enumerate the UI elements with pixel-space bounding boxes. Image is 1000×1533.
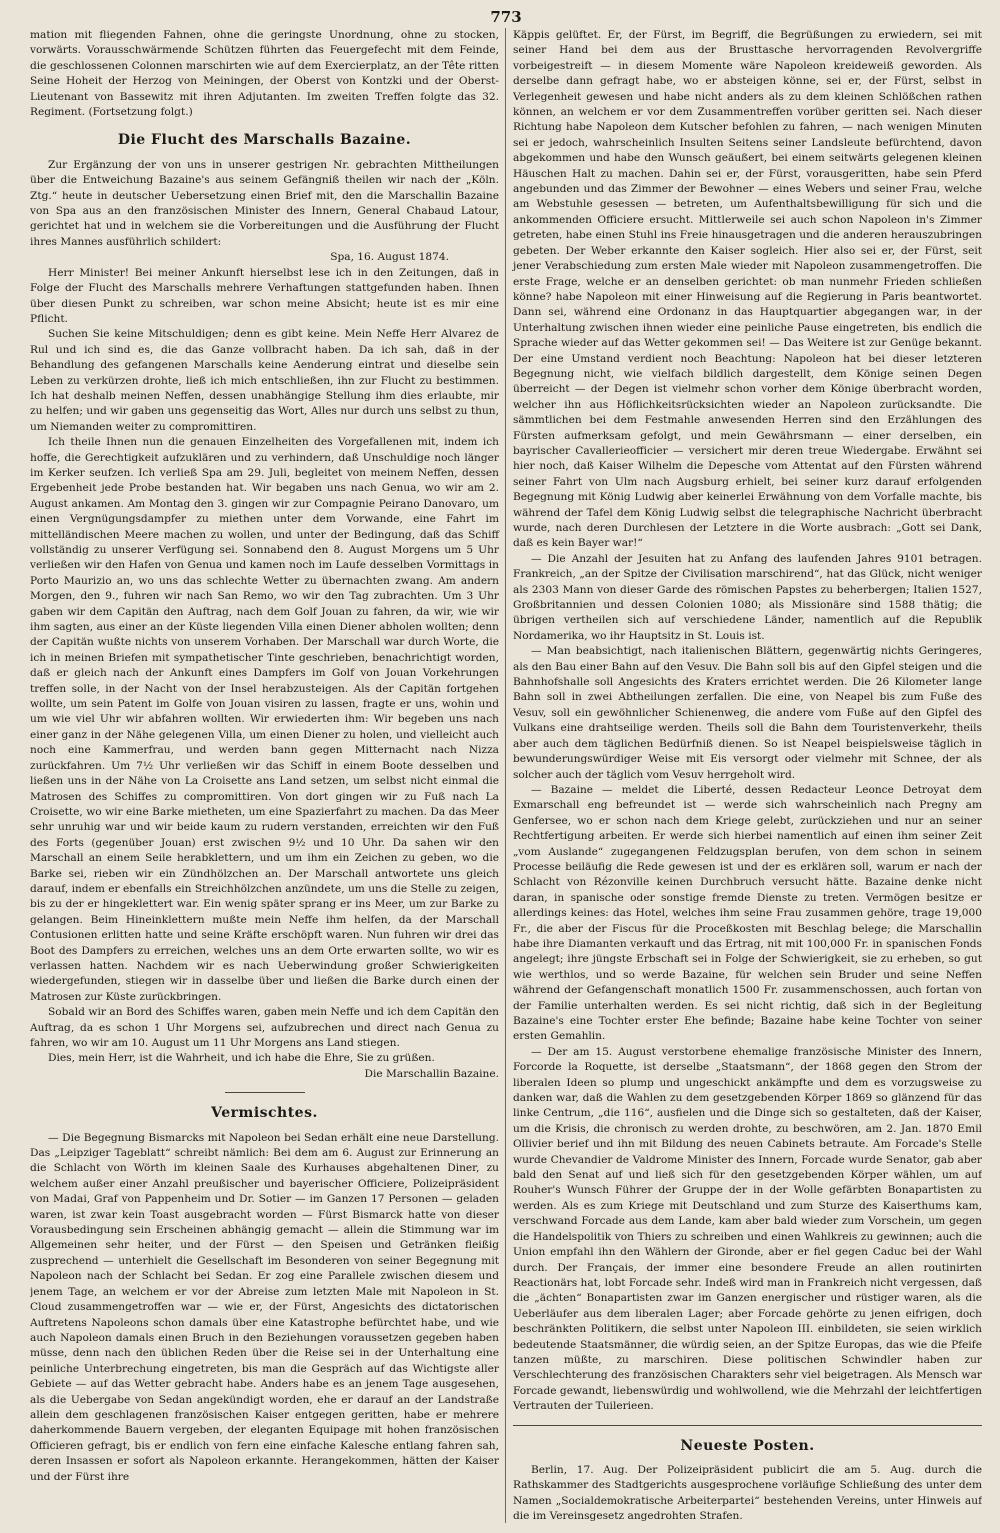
letter-signature: Die Marschallin Bazaine. [364, 1067, 499, 1080]
section-divider [225, 1092, 305, 1093]
section-divider [513, 1425, 982, 1426]
letter-paragraph: Sobald wir an Bord des Schiffes waren, gaben mein Neffe und ich dem Capitän den Auftrag, da es schon 1 Uhr Morgens sei, aufzubrechen und direct nach Genua zu fahren, wo wir am 10. August um 11 Uhr Morgens ans Land stiegen. [30, 1006, 499, 1049]
right-column [505, 28, 982, 1523]
news-item-jesuiten: — Die Anzahl der Jesuiten hat zu Anfang des laufenden Jahres 9101 betragen. Frankreich, „an der Spitze der Civilisation marschirend“, hat das Glück, nicht weniger als 2303 Mann von dieser Garde des römischen Papstes zu beherbergen; Italien 1527, Großbritannien und dessen Colonien 1080; als Missionäre sind 1588 thätig; die übrigen vertheilen sich auf verschiedene Länder, namentlich auf die Republik Nordamerika, wo ihr Hauptsitz in St. Louis ist. [513, 552, 982, 642]
page-number: 773 [490, 8, 522, 26]
columns [30, 28, 982, 1523]
news-item-forcade: — Der am 15. August verstorbene ehemalige französische Minister des Innern, Forcorde la Roquette, ist derselbe „Staatsmann“, der 1868 gegen den Strom der liberalen Ideen so plump und ungeschickt ankämpfte und dem es vorzugsweise zu danken war, daß die Wahlen zu dem gesetzgebenden Körper 1869 so glänzend für das linke Centrum, „die 116“, ausfielen und die Dinge sich so gestalteten, daß der Kaiser, um die Krisis, die chronisch zu werden drohte, zu beschwören, am 2. Jan. 1870 Emil Ollivier berief und ihn mit Bildung des neuen Cabinets betraute. Am Forcade's Stelle wurde Chevandier de Valdrome Minister des Innern, Forcade wurde Senator, gab aber bald den Senat auf und ließ sich für den gesetzgebenden Körper wählen, um auf Rouher's Wunsch Führer der Gruppe der in der Wolle gefärbten Bonapartisten zu werden. Als es zum Kriege mit Deutschland und zum Sturze des Kaiserthums kam, verschwand Forcade aus dem Lande, kam aber bald wieder zum Vorschein, um gegen die Handelspolitik von Thiers zu schreiben und einen Wahlkreis zu gewinnen; auch die Union empfahl ihn den Wählern der Gironde, aber er fiel gegen Caduc bei der Wahl durch. Der Français, der immer eine besondere Freude an allen routinirten Reactionärs hat, lobt Forcade sehr. Indeß wird man in Frankreich nicht vergessen, daß die „ächten“ Bonapartisten zwar im Ganzen energischer und rüstiger waren, als die Ueberläufer aus dem liberalen Lager; aber Forcade gehörte zu jenen eifrigen, doch beschränkten Politikern, die selbst unter Napoleon III. einbildeten, sie seien wirklich bedeutende Staatsmänner, die würdig seien, an der Spitze Europas, das wie die Pfeife tanzen müßte, zu marschiren. Diese politischen Schwindler haben zur Verschlechterung des französischen Charakters sehr viel beigetragen. Als Mensch war Forcade gewandt, liebenswürdig und wohlwollend, wie die Mehrzahl der leichtfertigen Vertrauten der Tuilerieen. [513, 1045, 982, 1413]
news-item-continuation: Käppis gelüftet. Er, der Fürst, im Begriff, die Begrüßungen zu erwiedern, sei mit seiner Hand bei dem aus der Brusttasche hervorragenden Revolvergriffe vorbeigestreift — in diesem Momente wäre Napoleon kreideweiß geworden. Als derselbe dann gefragt habe, wo er absteigen könne, sei er, der Fürst, selbst in Verlegenheit gewesen und habe nicht anders als zu dem kleinen Schlößchen rathen können, an welchem er vor dem Zusammentreffen vorüber geritten sei. Nach dieser Richtung habe Napoleon dem Kutscher befohlen zu fahren, — nach wenigen Minuten sei er jedoch, wahrscheinlich Insulten Seitens seiner Landsleute befürchtend, davon abgekommen und habe den Wunsch geäußert, bei einem seitwärts gelegenen kleinen Häuschen Halt zu machen. Dahin sei er, der Fürst, vorausgeritten, habe sein Pferd angebunden und das Zimmer der Bewohner — eines Webers und seiner Frau, welche am Webstuhle gesessen — betreten, um Aufenthaltsbewilligung für sich und die ankommenden Officiere ersucht. Mittlerweile sei auch schon Napoleon in's Zimmer getreten, habe einen Stuhl ins Freie hinausgetragen und die anderen herauszubringen gebeten. Der Weber erkannte den Kaiser sogleich. Hier also sei er, der Fürst, seit jener Verabschiedung zum ersten Male wieder mit Napoleon zusammengetroffen. Die erste Frage, welche er an denselben gerichtet: ob man nunmehr Frieden schließen könne? habe Napoleon mit einer Hinweisung auf die Regierung in Paris beantwortet. Dann sei, während eine Ordonanz in das Hauptquartier abgegangen war, in der Unterhaltung zwischen ihnen wieder eine peinliche Pause eingetreten, bis endlich die Sprache wieder auf das Wetter gekommen sei! — Das Weitere ist zur Genüge bekannt. Der eine Umstand verdient noch Beachtung: Napoleon hat bei dieser letzteren Begegnung nicht, wie vielfach bildlich dargestellt, dem Könige seinen Degen überreicht — der Degen ist vielmehr schon vorher dem Könige überbracht worden, welcher ihn aus Höflichkeitsrücksichten wieder an Napoleon zurücksandte. Die sämmtlichen bei dem Festmahle anwesenden Herren sind den Erzählungen des Fürsten aufmerksam gefolgt, und mein Gewährsmann — einer derselben, ein bayrischer Cavallerieofficier — versichert mir deren treue Wiedergabe. Erwähnt sei hier noch, daß Kaiser Wilhelm die Depesche vom Attentat auf den Fürsten während seiner Fahrt von Ulm nach Augsburg erhielt, bei seiner kurz darauf erfolgenden Begegnung mit König Ludwig aber keinerlei Erwähnung von dem Vorfalle machte, bis während der Tafel dem König Ludwig selbst die telegraphische Nachricht überbracht wurde, nach deren Durchlesen der Letztere in die Worte ausbrach: „Gott sei Dank, daß es kein Bayer war!“ [513, 29, 982, 550]
letter-paragraph: Suchen Sie keine Mitschuldigen; denn es gibt keine. Mein Neffe Herr Alvarez de Rul und ich sind es, die das Ganze vollbracht haben. Da ich sah, daß in der Behandlung des gefangenen Marschalls keine Aenderung eintrat und dieselbe sein Leben zu verkürzen drohte, ließ ich mich entschließen, ihn zur Flucht zu bestimmen. Ich hat deshalb meinen Neffen, dessen unabhängige Stellung ihm dies erlaubte, mir zu helfen; und wir gaben uns gegenseitig das Wort, Alles nur durch uns selbst zu thun, um Niemanden weiter zu compromittiren. [30, 328, 499, 433]
article-intro: Zur Ergänzung der von uns in unserer gestrigen Nr. gebrachten Mittheilungen über die Entweichung Bazaine's aus seinem Gefängniß theilen wir nach der „Köln. Ztg.“ heute in deutscher Uebersetzung einen Brief mit, den die Marschallin Bazaine von Spa aus an den französischen Minister des Innern, General Chabaud Latour, gerichtet hat und in welchem sie die Vorbereitungen und die Ausführung der Flucht ihres Mannes ausführlich schildert: [30, 158, 499, 248]
news-item-berlin: Berlin, 17. Aug. Der Polizeipräsident publicirt die am 5. Aug. durch die Rathskammer des Stadtgerichts ausgesprochene vorläufige Schließung des unter dem Namen „Socialdemokratische Arbeiterpartei“ bestehenden Vereins, unter Hinweis auf die im Vereinsgesetz angedrohten Strafen. [513, 1463, 982, 1523]
news-item-bazaine: — Bazaine — meldet die Liberté, dessen Redacteur Leonce Detroyat dem Exmarschall eng befreundet ist — werde sich wahrscheinlich nach Pregny am Genfersee, wo er schon nach dem Kriege gelebt, zurückziehen und nur an seiner Rechtfertigung arbeiten. Er werde sich hierbei namentlich auf einen ihm seiner Zeit „vom Auslande“ zugegangenen Feldzugsplan berufen, von dem schon in seinem Processe beiläufig die Rede gewesen ist und der es erklären soll, warum er nach der Schlacht von Rézonville keinen Durchbruch versucht hätte. Bazaine denke nicht daran, in spanische oder sonstige fremde Dienste zu treten. Vermögen besitze er allerdings keines: das Hotel, welches ihm seine Frau zusammen gehöre, trage 19,000 Fr., die aber der Fiscus für die Proceßkosten mit Beschlag belege; die Marschallin habe ihre Diamanten verkauft und das Ertrag, nit mit 100,000 Fr. in spanischen Fonds angelegt; ihre jüngste Erbschaft sei in Folge der Schwierigkeit, sie zu erheben, so gut wie werthlos, und so werde Bazaine, für welchen sein Bruder und seine Neffen während der Gefangenschaft monatlich 1500 Fr. zusammenschossen, auch fortan von der Familie unterhalten werden. Es sei nicht richtig, daß sich in der Begleitung Bazaine's eine Tochter erster Ehe befinde; Bazaine habe keine Tochter von seiner ersten Gemahlin. [513, 783, 982, 1043]
section-heading-vermischtes: Vermischtes. [211, 1105, 318, 1122]
letter-closing: Dies, mein Herr, ist die Wahrheit, und ich habe die Ehre, Sie zu grüßen. [48, 1052, 435, 1065]
section-heading-neueste-posten: Neueste Posten. [680, 1437, 815, 1454]
news-item-vesuv: — Man beabsichtigt, nach italienischen Blättern, gegenwärtig nichts Geringeres, als den Bau einer Bahn auf den Vesuv. Die Bahn soll bis auf den Gipfel steigen und die Bahnhofshalle soll Angesichts des Kraters errichtet werden. Die 26 Kilometer lange Bahn soll in zwei Abtheilungen zerfallen. Die eine, von Neapel bis zum Fuße des Vesuv, soll ein gewöhnlicher Schienenweg, die andere vom Fuße auf den Gipfel des Vulkans eine drahtseilige werden. Theils soll die Bahn dem Touristenverkehr, theils aber auch dem täglichen Bedürfniß dienen. So ist Neapel beispielsweise täglich in bewunderungswürdiger Weise mit Eis versorgt oder vielmehr mit Schnee, der als solcher auch der täglich vom Vesuv herrgeholt wird. [513, 645, 982, 781]
letter-paragraph: Ich theile Ihnen nun die genauen Einzelheiten des Vorgefallenen mit, indem ich hoffe, die Gerechtigkeit aufzuklären und zu verhindern, daß Unschuldige noch länger im Kerker seufzen. Ich verließ Spa am 29. Juli, begleitet von meinem Neffen, dessen Ergebenheit jede Probe bestanden hat. Wir begaben uns nach Genua, wo wir am 2. August ankamen. Am Montag den 3. gingen wir zur Compagnie Peirano Danovaro, um einen Vergnügungsdampfer zu miethen unter dem Vorwande, eine Fahrt im mittelländischen Meere machen zu wollen, und unter der Bedingung, daß das Schiff vollständig zu unserer Verfügung sei. Sonnabend den 8. August Morgens um 5 Uhr verließen wir den Hafen von Genua und kamen noch im Laufe desselben Vormittags in Porto Maurizio an, wo uns das schlechte Wetter zu übernachten zwang. Am andern Morgen, den 9., fuhren wir nach San Remo, wo wir den Tag zubrachten. Um 3 Uhr gaben wir dem Capitän den Auftrag, nach dem Golf Jouan zu fahren, da wir, wie wir ihm sagten, aus einer an der Küste liegenden Villa einen Diener abholen wollten; denn der Capitän wußte nichts von unserem Vorhaben. Der Marschall war durch Worte, die ich in meinen Briefen mit sympathetischer Tinte geschrieben, benachrichtigt worden, daß er gleich nach der Ankunft eines Dampfers im Golf von Jouan Vorkehrungen treffen solle, in der Nacht von der Insel herabzusteigen. Als der Capitän fortgehen wollte, um sein Patent im Golfe von Jouan visiren zu lassen, fragte er uns, wohin und um wie viel Uhr wir abfahren wollten. Wir erwiederten ihm: Wir begeben uns nach einer ganz in der Nähe gelegenen Villa, um einen Diener zu holen, und vielleicht auch noch eine Kammerfrau, und werden bann gegen Mitternacht nach Nizza zurückfahren. Um 7½ Uhr verließen wir das Schiff in einem Boote desselben und ließen uns in der Nähe von La Croisette ans Land setzen, um selbst nicht einmal die Matrosen des Schiffes zu compromittiren. Von dort gingen wir zu Fuß nach La Croisette, wo wir eine Barke mietheten, um eine Spazierfahrt zu machen. Da das Meer sehr unruhig war und wir beide kaum zu rudern verstanden, erreichten wir den Fuß des Forts (gegenüber Jouan) erst zwischen 9½ und 10 Uhr. Da sahen wir den Marschall an einem Seile herabklettern, und um ihm ein Zeichen zu geben, wo die Barke sei, rieben wir ein Zündhölzchen an. Der Marschall antwortete uns gleich darauf, indem er ebenfalls ein Streichhölzchen anzündete, um uns die Stelle zu zeigen, bis zu der er hingeklettert war. Ein wenig später sprang er ins Meer, um zur Barke zu gelangen. Beim Hineinklettern mußte mein Neffe ihm helfen, da der Marschall Contusionen erlitten hatte und seine Kräfte erschöpft waren. Nun fuhren wir drei das Boot des Dampfers zu erreichen, welches uns an dem Orte erwarten sollte, wo wir es verlassen hatten. Nachdem wir es nach Ueberwindung großer Schwierigkeiten wiedergefunden, stiegen wir in dasselbe über und ließen die Barke durch einen der Matrosen zur Küste zurückbringen. [30, 436, 499, 1003]
article-heading-bazaine: Die Flucht des Marschalls Bazaine. [117, 132, 412, 149]
news-item: — Die Begegnung Bismarcks mit Napoleon bei Sedan erhält eine neue Darstellung. Das „Leipziger Tageblatt“ schreibt nämlich: Bei dem am 6. August zur Erinnerung an die Schlacht von Wörth im kleinen Saale des Kurhauses abgehaltenen Diner, zu welchem außer einer Anzahl preußischer und bayerischer Officiere, Polizeipräsident von Madai, Graf von Pappenheim und Dr. Sotier — im Ganzen 17 Personen — geladen waren, ist zwar kein Toast ausgebracht worden — Fürst Bismarck hatte von dieser Vorausbedingung sein Erscheinen abhängig gemacht — allein die Stimmung war im Allgemeinen sehr heiter, und der Fürst — den Speisen und Getränken fleißig zusprechend — unterhielt die Gesellschaft im Besonderen von seiner Begegnung mit Napoleon nach der Schlacht bei Sedan. Er zog eine Parallele zwischen diesem und jenem Tage, an welchem er vor der Abreise zum letzten Male mit Napoleon in St. Cloud zusammengetroffen war — wie er, der Fürst, Angesichts des dictatorischen Auftretens Napoleons schon damals über eine Katastrophe befürchtet habe, und wie auch Napoleon damals einen Bruch in den Beziehungen voraussetzen gegeben haben müsse, denn nach den üblichen Reden über die Reise sei in der Unterhaltung eine peinliche Unterbrechung eingetreten, bis man die Gespräch auf das Wichtigste aller Gebiete — auf das Wetter gebracht habe. Anders habe es an jenem Tage ausgesehen, als die Uebergabe von Sedan angekündigt worden, ehe er darauf an der Landstraße allein dem geschlagenen französischen Kaiser entgegen geritten, habe er mehrere daherkommende Bauern vergeben, der eleganten Equipage mit hohen französischen Officieren gefragt, bis er endlich von fern eine einfache Kalesche entlang fahren sah, deren Insassen er sofort als Napoleon erkannte. Herangekommen, hätten der Kaiser und der Fürst ihre [30, 1131, 499, 1483]
continuation-paragraph: mation mit fliegenden Fahnen, ohne die geringste Unordnung, ohne zu stocken, vorwärts. Vorausschwärmende Schützen führten das Feuergefecht mit dem Feinde, die geschlossenen Colonnen marschirten wie auf dem Exercierplatz, an der Tête ritten Seine Hoheit der Herzog von Meiningen, der Oberst von Kontzki und der Oberst-Lieutenant von Bassewitz mit ihren Adjutanten. Im zweiten Treffen folgte das 32. Regiment. (Fortsetzung folgt.) [30, 29, 499, 119]
left-column [30, 28, 505, 1523]
letter-paragraph: Herr Minister! Bei meiner Ankunft hierselbst lese ich in den Zeitungen, daß in Folge der Flucht des Marschalls mehrere Verhaftungen stattgefunden haben. Ihnen über diesen Punkt zu schreiben, war schon meine Absicht; heute ist es mir eine Pflicht. [30, 266, 499, 325]
letter-dateline: Spa, 16. August 1874. [330, 251, 449, 264]
